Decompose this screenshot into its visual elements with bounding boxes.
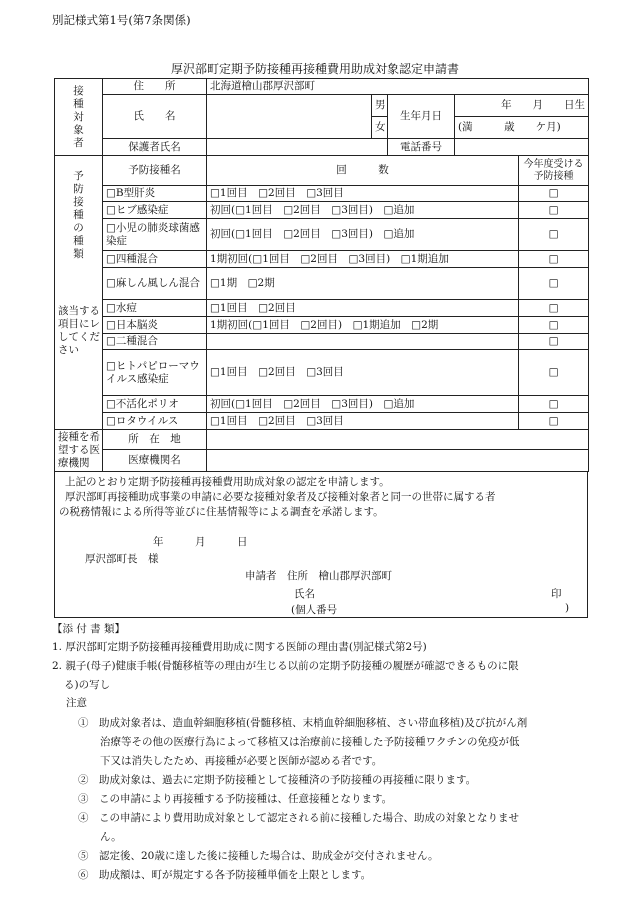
attachment-item-2: 2. 親子(母子)健康手帳(骨髄移植等の理由が生じる以前の定期予防接種の履歴が確認できるものに限: [52, 660, 519, 672]
vaccine-name[interactable]: □ロタウイルス: [103, 413, 207, 430]
attachments-heading: 【添 付 書 類】: [52, 623, 126, 635]
dob-value[interactable]: 年 月 日生: [455, 95, 589, 117]
note-4-cont: ん。: [100, 831, 122, 843]
vaccine-name[interactable]: □日本脳炎: [103, 317, 207, 334]
dob-label: 生年月日: [388, 95, 455, 139]
guardian-field[interactable]: [207, 139, 388, 156]
declaration-line-3: の税務情報による所得等並びに住基情報等による調査を承諾します。: [59, 506, 384, 518]
this-year-checkbox[interactable]: □: [519, 396, 589, 413]
address-label: 住 所: [103, 79, 207, 95]
name-field[interactable]: [207, 95, 372, 139]
vaccine-count[interactable]: 初回(□1回目 □2回目 □3回目) □追加: [207, 396, 519, 413]
note-1: ① 助成対象者は、造血幹細胞移植(骨髄移植、末梢血幹細胞移植、さい帯血移植)及び抗がん剤: [78, 717, 528, 729]
application-table: [54, 78, 589, 472]
vaccine-count[interactable]: 初回(□1回目 □2回目 □3回目) □追加: [207, 219, 519, 251]
vaccine-count[interactable]: □1回目 □2回目 □3回目: [207, 350, 519, 396]
name-label: 氏 名: [103, 95, 207, 139]
vaccine-section: [55, 156, 103, 430]
personal-number-close: ): [565, 602, 570, 614]
note-5: ⑤ 認定後、20歳に達した後に接種した場合は、助成金が交付されません。: [78, 850, 439, 862]
note-1-cont-1: 治療等その他の医療行為によって移植又は治療前に接種した予防接種ワクチンの免疫が低: [100, 736, 520, 748]
subject-section-label: 接種対象者: [55, 79, 103, 156]
vaccine-name[interactable]: □小児の肺炎球菌感染症: [103, 219, 207, 251]
this-year-checkbox[interactable]: □: [519, 219, 589, 251]
sex-female[interactable]: 女: [372, 117, 388, 139]
vaccine-name[interactable]: □二種混合: [103, 334, 207, 350]
this-year-checkbox[interactable]: □: [519, 268, 589, 300]
note-2: ② 助成対象は、過去に定期予防接種として接種済の予防接種の再接種に限ります。: [78, 774, 477, 786]
col-this-year: 今年度受ける予防接種: [519, 156, 589, 186]
vaccine-name[interactable]: □水痘: [103, 300, 207, 317]
form-title: 厚沢部町定期予防接種再接種費用助成対象認定申請書: [170, 62, 459, 76]
vaccine-name[interactable]: □ヒトパピローマウイルス感染症: [103, 350, 207, 396]
attachment-item-1: 1. 厚沢部町定期予防接種再接種費用助成に関する医師の理由書(別記様式第2号): [52, 641, 427, 653]
age-value[interactable]: (満 歳 ケ月): [455, 117, 589, 139]
declaration-line-1: 上記のとおり定期予防接種再接種費用助成対象の認定を申請します。: [65, 476, 390, 488]
this-year-checkbox[interactable]: □: [519, 251, 589, 268]
notes-heading: 注意: [66, 697, 87, 709]
declaration-line-2: 厚沢部町再接種助成事業の申請に必要な接種対象者及び接種対象者と同一の世帯に属する者: [65, 491, 496, 503]
vaccine-name[interactable]: □ヒブ感染症: [103, 202, 207, 219]
form-id: 別記様式第1号(第7条関係): [52, 13, 191, 27]
seal-mark: 印: [551, 588, 562, 600]
attachment-item-2-cont: る)の写し: [64, 679, 111, 691]
vaccine-count[interactable]: □1回目 □2回目 □3回目: [207, 413, 519, 430]
note-1-cont-2: 下又は消失したため、再接種が必要と医師が認める者です。: [100, 755, 383, 767]
this-year-checkbox[interactable]: □: [519, 413, 589, 430]
vaccine-count[interactable]: 1期初回(□1回目 □2回目 □3回目) □1期追加: [207, 251, 519, 268]
vaccine-section-label: 予防接種の種類: [73, 170, 84, 260]
addressee: 厚沢部町長 様: [85, 553, 159, 565]
vaccine-count[interactable]: 1期初回(□1回目 □2回目) □1期追加 □2期: [207, 317, 519, 334]
vaccine-count[interactable]: □1回目 □2回目 □3回目: [207, 186, 519, 202]
note-4: ④ この申請により費用助成対象として認定される前に接種した場合、助成の対象となりませ: [78, 812, 519, 824]
vaccine-count[interactable]: □1期 □2期: [207, 268, 519, 300]
this-year-checkbox[interactable]: □: [519, 350, 589, 396]
clinic-location-field[interactable]: [207, 430, 589, 450]
this-year-checkbox[interactable]: □: [519, 317, 589, 334]
this-year-checkbox[interactable]: □: [519, 202, 589, 219]
clinic-name-label: 医療機関名: [103, 450, 207, 472]
phone-label: 電話番号: [388, 139, 455, 156]
vaccine-name[interactable]: □不活化ポリオ: [103, 396, 207, 413]
this-year-checkbox[interactable]: □: [519, 186, 589, 202]
applicant-name-label: 氏名: [294, 588, 315, 600]
applicant-address[interactable]: 申請者 住所 檜山郡厚沢部町: [245, 570, 392, 582]
clinic-section-label: 接種を希望する医療機関: [55, 430, 103, 472]
phone-field[interactable]: [455, 139, 589, 156]
clinic-name-field[interactable]: [207, 450, 589, 472]
this-year-checkbox[interactable]: □: [519, 334, 589, 350]
vaccine-count[interactable]: □1回目 □2回目: [207, 300, 519, 317]
check-note: 該当する項目にレしてください: [58, 305, 100, 356]
personal-number-label: (個人番号: [291, 604, 338, 616]
guardian-label: 保護者氏名: [103, 139, 207, 156]
vaccine-name[interactable]: □四種混合: [103, 251, 207, 268]
note-3: ③ この申請により再接種する予防接種は、任意接種となります。: [78, 793, 393, 805]
clinic-location-label: 所 在 地: [103, 430, 207, 450]
vaccine-name[interactable]: □麻しん風しん混合: [103, 268, 207, 300]
col-count: 回 数: [207, 156, 519, 186]
declaration-box: [54, 472, 588, 618]
address-value[interactable]: 北海道檜山郡厚沢部町: [207, 79, 589, 95]
vaccine-count[interactable]: 初回(□1回目 □2回目 □3回目) □追加: [207, 202, 519, 219]
vaccine-name[interactable]: □B型肝炎: [103, 186, 207, 202]
this-year-checkbox[interactable]: □: [519, 300, 589, 317]
note-6: ⑥ 助成額は、町が規定する各予防接種単価を上限とします。: [78, 869, 372, 881]
sex-male[interactable]: 男: [372, 95, 388, 117]
col-vaccine-name: 予防接種名: [103, 156, 207, 186]
vaccine-count[interactable]: [207, 334, 519, 350]
application-date[interactable]: 年 月 日: [153, 536, 248, 548]
